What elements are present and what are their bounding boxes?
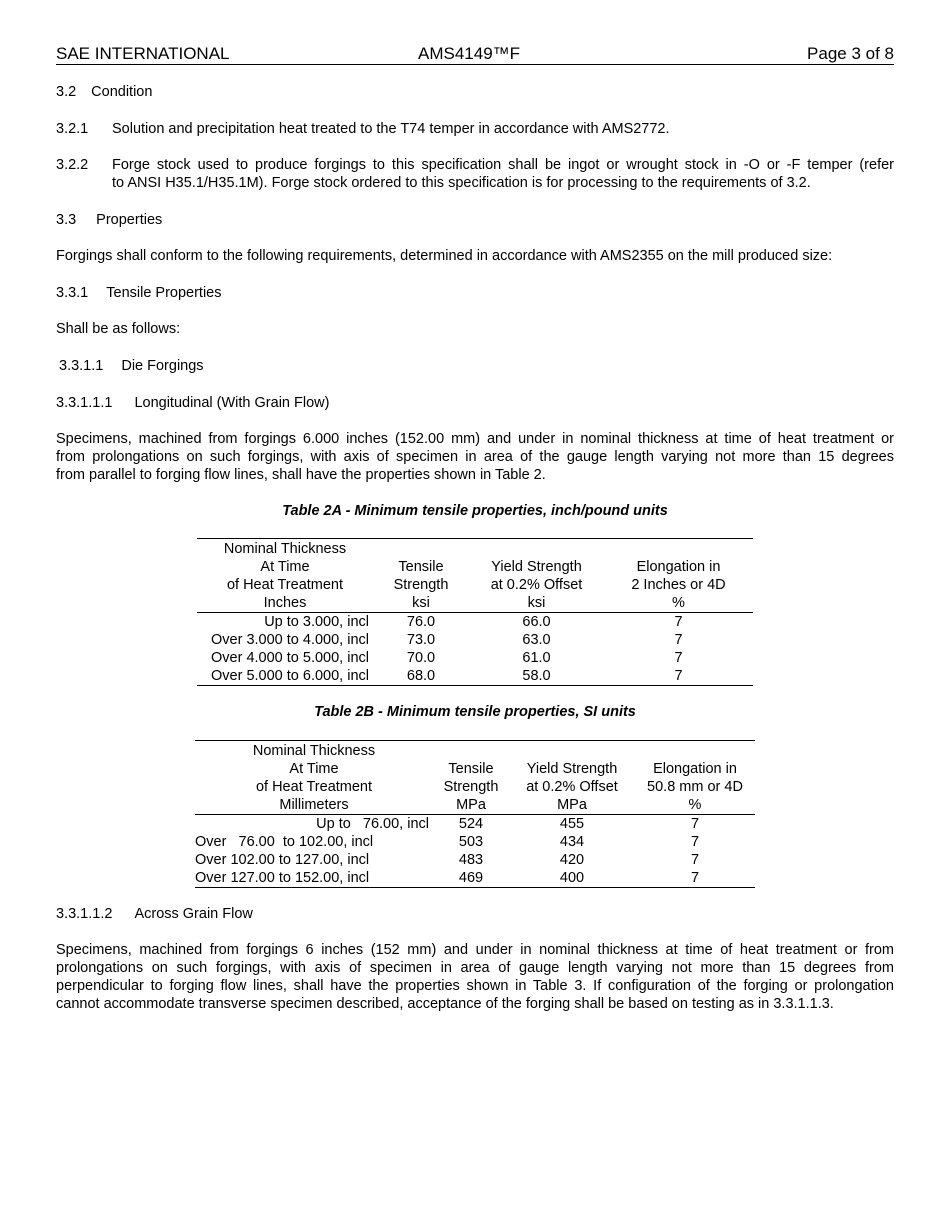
table-2b-header-tensile-2: Strength [443,779,499,795]
table-2b-header-yield-2: at 0.2% Offset [526,779,618,795]
section-3-2-2-number: 3.2.2 [56,157,89,173]
section-3-3-heading: 3.3 Properties [56,212,163,228]
table-2b-header-tensile-1: Tensile [448,761,494,777]
table-2a-header-elongation-1: Elongation in [636,559,721,575]
table-2b-header-thickness-4: Millimeters [195,796,433,815]
table-row: Over 127.00 to 152.00, incl 469 400 7 [195,869,755,888]
table-2a-header-tensile-1: Tensile [398,559,444,575]
section-3-3-1-1-2-heading: 3.3.1.1.2 Across Grain Flow [56,906,253,922]
table-row: Over 5.000 to 6.000, incl 68.0 58.0 7 [197,667,753,686]
section-3-3-1-1-1-text: Specimens, machined from forgings 6.000 inches (152.00 mm) and under in nominal thickness at time of heat treatment or from prolongations on such forgings, with axis of specimen in area of the gauge length varying not more than 15 degrees from parallel to forging flow lines, shall have the properties shown in Table 2. [56,431,894,483]
header-doc-number: AMS4149™F [418,44,521,63]
section-3-2-1-number: 3.2.1 [56,121,89,137]
table-2a-caption: Table 2A - Minimum tensile properties, inch/pound units [282,503,668,519]
section-3-3-text: Forgings shall conform to the following requirements, determined in accordance with AMS2355 on the mill produced size: [56,248,833,264]
section-3-3-1-1-2-text: Specimens, machined from forgings 6 inches (152 mm) and under in nominal thickness at time of heat treatment or from prolongations on such forgings, with axis of specimen in area of gauge length varying not more than 15 degrees from perpendicular to forging flow lines, shall have the properties shown in Table 3. If configuration of the forging or prolongation cannot accommodate transverse specimen described, acceptance of the forging shall be based on testing as in 3.3.1.1.3. [56,942,894,1012]
table-2b-header-thickness-1: Nominal Thickness [195,741,433,761]
section-3-3-1-1-1-heading: 3.3.1.1.1 Longitudinal (With Grain Flow) [56,395,330,411]
header-org: SAE INTERNATIONAL [56,44,230,63]
section-3-2-1-text: Solution and precipitation heat treated to the T74 temper in accordance with AMS2772. [112,121,670,137]
section-3-2-2-text: Forge stock used to produce forgings to this specification shall be ingot or wrought stock in -O or -F temper (refer to ANSI H35.1/H35.1M). Forge stock ordered to this specification is for processing to the requirements of 3.2. [112,157,894,191]
table-2a [197,538,753,686]
table-row: Over 4.000 to 5.000, incl 70.0 61.0 7 [211,650,683,666]
header-page-number: Page 3 of 8 [807,44,894,63]
table-2a-header-yield-1: Yield Strength [491,559,582,575]
table-row: Over 76.00 to 102.00, incl 503 434 7 [195,834,700,850]
section-3-3-1-1-heading: 3.3.1.1 Die Forgings [59,358,204,374]
table-2a-header-thickness-1: Nominal Thickness [197,539,373,559]
table-2a-header-thickness-2: At Time [260,559,310,575]
table-2b-header-elongation-1: Elongation in [653,761,737,777]
table-2b-caption: Table 2B - Minimum tensile properties, SI units [314,704,636,720]
table-2b-header-elongation-3: % [635,796,755,815]
table-2a-header-tensile-2: Strength [393,577,449,593]
table-2a-header-thickness-4: Inches [197,594,373,613]
table-2b [195,740,755,888]
section-3-3-1-heading: 3.3.1 Tensile Properties [56,285,222,301]
table-2b-header-elongation-2: 50.8 mm or 4D [647,779,743,795]
table-2b-header-tensile-3: MPa [433,796,509,815]
table-row: Over 102.00 to 127.00, incl 483 420 7 [195,852,700,868]
table-2a-header-thickness-3: of Heat Treatment [226,577,344,593]
table-row: Up to 76.00, incl 524 455 7 [316,816,700,832]
table-2a-header-tensile-3: ksi [373,594,469,613]
section-3-2-heading: 3.2 Condition [56,84,153,100]
table-row: Up to 3.000, incl 76.0 66.0 7 [264,614,683,630]
table-2a-header-elongation-2: 2 Inches or 4D [631,577,726,593]
table-2a-header-yield-3: ksi [469,594,604,613]
table-2a-header-yield-2: at 0.2% Offset [490,577,583,593]
table-2a-header-elongation-3: % [604,594,753,613]
section-3-3-1-text: Shall be as follows: [56,321,181,337]
page-header [56,44,894,65]
table-2b-header-thickness-3: of Heat Treatment [255,779,373,795]
table-2b-header-thickness-2: At Time [289,761,339,777]
table-2b-header-yield-3: MPa [509,796,635,815]
table-row: Over 3.000 to 4.000, incl 73.0 63.0 7 [211,632,683,648]
table-2b-header-yield-1: Yield Strength [526,761,618,777]
